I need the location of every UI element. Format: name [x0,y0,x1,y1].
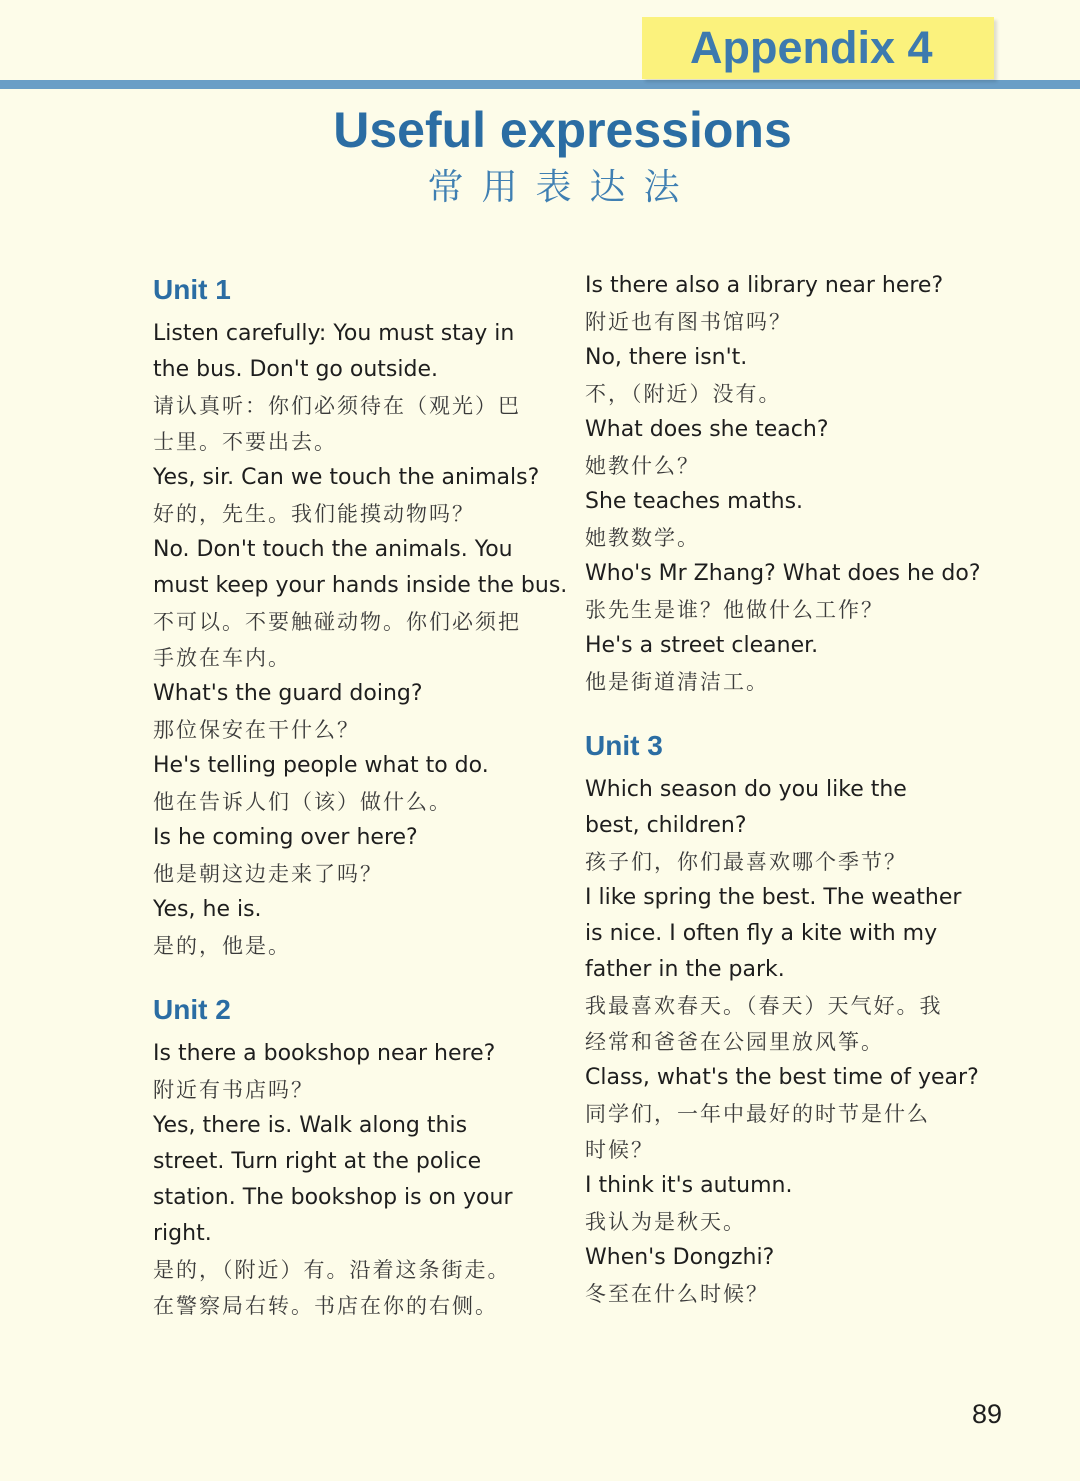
english-expression-line: Is he coming over here? [153,825,418,850]
chinese-translation-line: 不，（附近）没有。 [585,382,782,406]
english-expression-line: Yes, he is. [153,897,262,922]
chinese-translation-line: 张先生是谁？他做什么工作？ [585,598,884,622]
english-expression-line: Is there a bookshop near here? [153,1041,496,1066]
unit-heading: Unit 1 [153,274,231,305]
chinese-translation-line: 经常和爸爸在公园里放风筝。 [585,1030,884,1054]
english-expression-line: street. Turn right at the police [153,1149,482,1174]
english-expression-line: station. The bookshop is on your [153,1185,513,1210]
english-expression-line: the bus. Don't go outside. [153,357,438,382]
english-expression-line: What's the guard doing? [153,681,423,706]
english-expression-line: Yes, sir. Can we touch the animals? [153,465,540,490]
chinese-translation-line: 孩子们，你们最喜欢哪个季节？ [585,850,907,874]
unit-2-continued-section [585,268,980,700]
page-subtitle: 常用表达法 [427,167,698,208]
chinese-translation-line: 冬至在什么时候？ [585,1282,769,1306]
chinese-translation-line: 请认真听：你们必须待在（观光）巴 [153,394,521,418]
chinese-translation-line: 她教数学。 [585,526,700,550]
chinese-translation-line: 在警察局右转。书店在你的右侧。 [153,1294,498,1318]
chinese-translation-line: 不可以。不要触碰动物。你们必须把 [153,610,521,634]
english-expression-line: No, there isn't. [585,345,748,370]
english-expression-line: No. Don't touch the animals. You [153,537,513,562]
left-column [153,268,568,1324]
page-number: 89 [972,1399,1003,1429]
english-expression-line: I like spring the best. The weather [585,885,962,910]
chinese-translation-line: 手放在车内。 [153,646,291,670]
english-expression-line: is nice. I often fly a kite with my [585,921,938,946]
chinese-translation-line: 时候？ [585,1138,654,1162]
chinese-translation-line: 我认为是秋天。 [585,1210,746,1234]
english-expression-line: He's a street cleaner. [585,633,819,658]
page-title: Useful expressions [333,102,792,158]
chinese-translation-line: 是的，（附近）有。沿着这条街走。 [153,1258,511,1282]
chinese-translation-line: 他是街道清洁工。 [585,670,769,694]
chinese-translation-line: 他是朝这边走来了吗？ [153,862,383,886]
english-expression-line: Which season do you like the [585,777,907,802]
unit-1-section [153,268,568,964]
chinese-translation-line: 那位保安在干什么？ [153,718,360,742]
header-rule [0,80,1080,89]
english-expression-line: I think it's autumn. [585,1173,793,1198]
english-expression-line: right. [153,1221,212,1246]
unit-heading: Unit 3 [585,730,663,761]
english-expression-line: must keep your hands inside the bus. [153,573,568,598]
english-expression-line: She teaches maths. [585,489,804,514]
english-expression-line: Yes, there is. Walk along this [153,1113,468,1138]
english-expression-line: Is there also a library near here? [585,273,944,298]
chinese-translation-line: 是的，他是。 [153,934,291,958]
chinese-translation-line: 士里。不要出去。 [153,430,337,454]
chinese-translation-line: 我最喜欢春天。（春天）天气好。我 [585,994,943,1018]
unit-2-section [153,988,553,1324]
english-expression-line: What does she teach? [585,417,829,442]
chinese-translation-line: 附近也有图书馆吗？ [585,310,792,334]
english-expression-line: Listen carefully: You must stay in [153,321,515,346]
right-column [585,268,980,1312]
chinese-translation-line: 她教什么？ [585,454,700,478]
chinese-translation-line: 同学们，一年中最好的时节是什么 [585,1102,930,1126]
english-expression-line: When's Dongzhi? [585,1245,775,1270]
english-expression-line: best, children? [585,813,747,838]
english-expression-line: father in the park. [585,957,785,982]
english-expression-line: Who's Mr Zhang? What does he do? [585,561,981,586]
chinese-translation-line: 附近有书店吗？ [153,1078,314,1102]
unit-heading: Unit 2 [153,994,231,1025]
chinese-translation-line: 好的，先生。我们能摸动物吗？ [153,502,475,526]
english-expression-line: Class, what's the best time of year? [585,1065,979,1090]
unit-3-section [585,724,980,1312]
english-expression-line: He's telling people what to do. [153,753,489,778]
chinese-translation-line: 他在告诉人们（该）做什么。 [153,790,452,814]
appendix-label: Appendix 4 [642,17,994,79]
